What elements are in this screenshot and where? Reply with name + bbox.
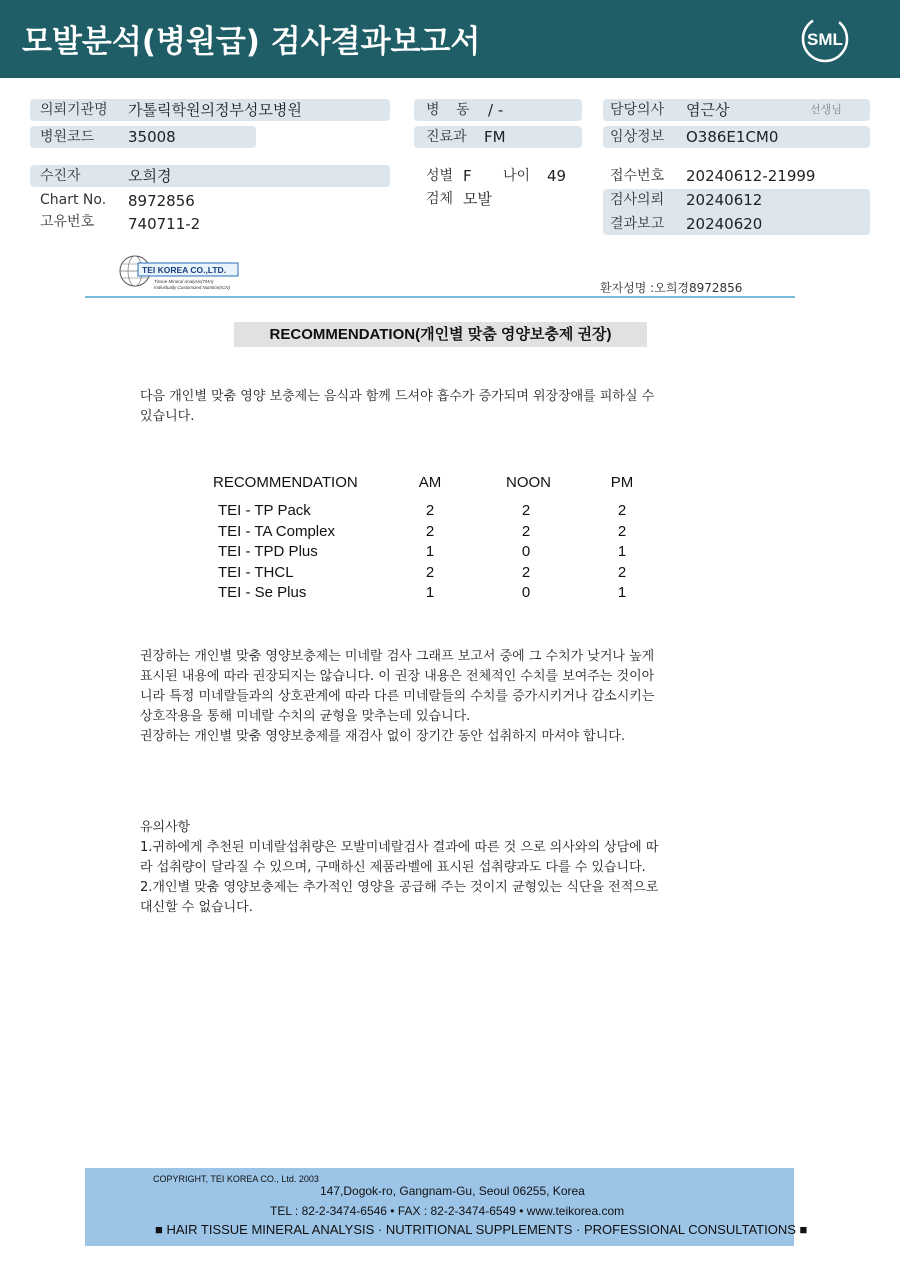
unique-value: 740711-2 [128,215,201,233]
table-row-am: 2 [425,564,435,581]
table-row-pm: 2 [617,564,627,581]
header-rule [85,296,795,298]
table-row-name: TEI - THCL [218,564,294,581]
tei-logo-sub2: Individually Customized Nutrition(ICN) [154,285,231,290]
footer-tagline: ■ HAIR TISSUE MINERAL ANALYSIS · NUTRITIONAL SUPPLEMENTS · PROFESSIONAL CONSULTATIONS ■ [155,1222,808,1237]
table-row-noon: 0 [521,543,531,560]
intro-line-1: 다음 개인별 맞춤 영양 보충제는 음식과 함께 드셔야 흡수가 증가되며 위장장애를 피하실 수 [140,389,655,404]
sml-logo [800,14,850,64]
notice-line-4: 대신할 수 없습니다. [140,900,253,915]
explain-line-4: 상호작용을 통해 미네랄 수치의 균형을 맞추는데 있습니다. [140,709,471,724]
table-row-am: 2 [425,502,435,519]
receipt-label: 접수번호 [610,168,665,184]
doctor-suffix: 선생님 [810,103,842,116]
hospital-code-value: 35008 [128,128,176,146]
table-row-pm: 1 [617,543,627,560]
clinical-value: O386E1CM0 [686,128,779,146]
patient-name-line: 환자성명 :오희경8972856 [600,281,743,295]
sex-label: 성별 [426,168,454,184]
patient-bar [30,165,390,187]
table-header-am: AM [418,474,442,491]
specimen-label: 검체 [426,191,454,207]
patient-label: 수진자 [40,168,81,184]
notice-line-2: 라 섭취량이 달라질 수 있으며, 구매하신 제품라벨에 표시된 섭취량과도 다를 수 있습니다. [140,860,646,875]
department-value: FM [484,128,506,146]
report-header [0,0,900,78]
age-label: 나이 [503,168,531,184]
table-row-name: TEI - TPD Plus [218,543,318,560]
tei-logo-sub1: Tissue Mineral Analysis(TMA) [154,279,214,284]
notice-line-3: 2.개인별 맞춤 영양보충제는 추가적인 영양을 공급해 주는 것이지 균형있는 식단을 전적으로 [140,880,659,895]
table-row-pm: 2 [617,523,627,540]
unique-label: 고유번호 [40,214,95,230]
request-value: 20240612 [686,191,763,209]
explain-line-5: 권장하는 개인별 맞춤 영양보충제를 재검사 없이 장기간 동안 섭취하지 마셔야 합니다. [140,729,625,744]
table-row-pm: 2 [617,502,627,519]
ward-label: 병 동 [426,102,476,118]
footer-contact: TEL : 82-2-3474-6546 • FAX : 82-2-3474-6549 • www.teikorea.com [270,1204,625,1218]
table-row-name: TEI - Se Plus [218,584,307,601]
table-row-noon: 2 [521,523,531,540]
table-row-am: 1 [425,584,435,601]
tei-korea-logo [118,252,243,292]
specimen-value: 모발 [463,190,492,208]
notice-heading: 유의사항 [140,820,191,835]
request-label: 검사의뢰 [610,192,665,208]
table-row-noon: 2 [521,502,531,519]
explain-line-3: 니라 특정 미네랄들과의 상호관계에 따라 다른 미네랄들의 수치를 증가시키거나 감소시키는 [140,689,655,704]
footer-copyright: COPYRIGHT, TEI KOREA CO., Ltd. 2003 [153,1174,319,1184]
recommendation-title-box [234,322,647,347]
table-header-pm: PM [610,474,634,491]
doctor-value: 염근상 [686,101,730,119]
hospital-code-label: 병원코드 [40,129,95,145]
report-label: 결과보고 [610,216,665,232]
explain-line-1: 권장하는 개인별 맞춤 영양보충제는 미네랄 검사 그래프 보고서 중에 그 수치가 낮거나 높게 [140,649,655,664]
age-value: 49 [547,167,567,185]
table-header-recommendation: RECOMMENDATION [213,474,358,491]
department-label: 진료과 [426,129,467,145]
tei-logo-text: TEI KOREA CO.,LTD. [142,265,227,275]
table-row-noon: 0 [521,584,531,601]
patient-value: 오희경 [128,167,172,185]
footer-address: 147,Dogok-ro, Gangnam-Gu, Seoul 06255, Korea [320,1184,585,1198]
table-row-name: TEI - TP Pack [218,502,311,519]
institution-label: 의뢰기관명 [40,102,108,118]
receipt-value: 20240612-21999 [686,167,816,185]
report-value: 20240620 [686,215,763,233]
explain-line-2: 표시된 내용에 따라 권장되지는 않습니다. 이 권장 내용은 전체적인 수치를 보여주는 것이아 [140,669,655,684]
page-title: 모발분석(병원급) 검사결과보고서 [22,24,481,60]
table-row-am: 1 [425,543,435,560]
footer-banner [85,1168,808,1246]
notice-line-1: 1.귀하에게 추천된 미네랄섭취량은 모발미네랄검사 결과에 따른 것 으로 의사와의 상담에 따 [140,840,659,855]
table-row-am: 2 [425,523,435,540]
doctor-label: 담당의사 [610,102,665,118]
chart-label: Chart No. [40,192,107,208]
sex-value: F [463,167,472,185]
table-row-name: TEI - TA Complex [218,523,335,540]
intro-line-2: 있습니다. [140,409,195,424]
clinical-label: 임상정보 [610,129,665,145]
chart-value: 8972856 [128,192,195,210]
table-row-pm: 1 [617,584,627,601]
ward-value: / - [488,101,504,119]
recommendation-title: RECOMMENDATION(개인별 맞춤 영양보충제 권장) [269,326,612,343]
table-row-noon: 2 [521,564,531,581]
sml-logo-text: SML [807,30,843,49]
institution-value: 가톨릭학원의정부성모병원 [128,101,302,119]
table-header-noon: NOON [506,474,551,491]
